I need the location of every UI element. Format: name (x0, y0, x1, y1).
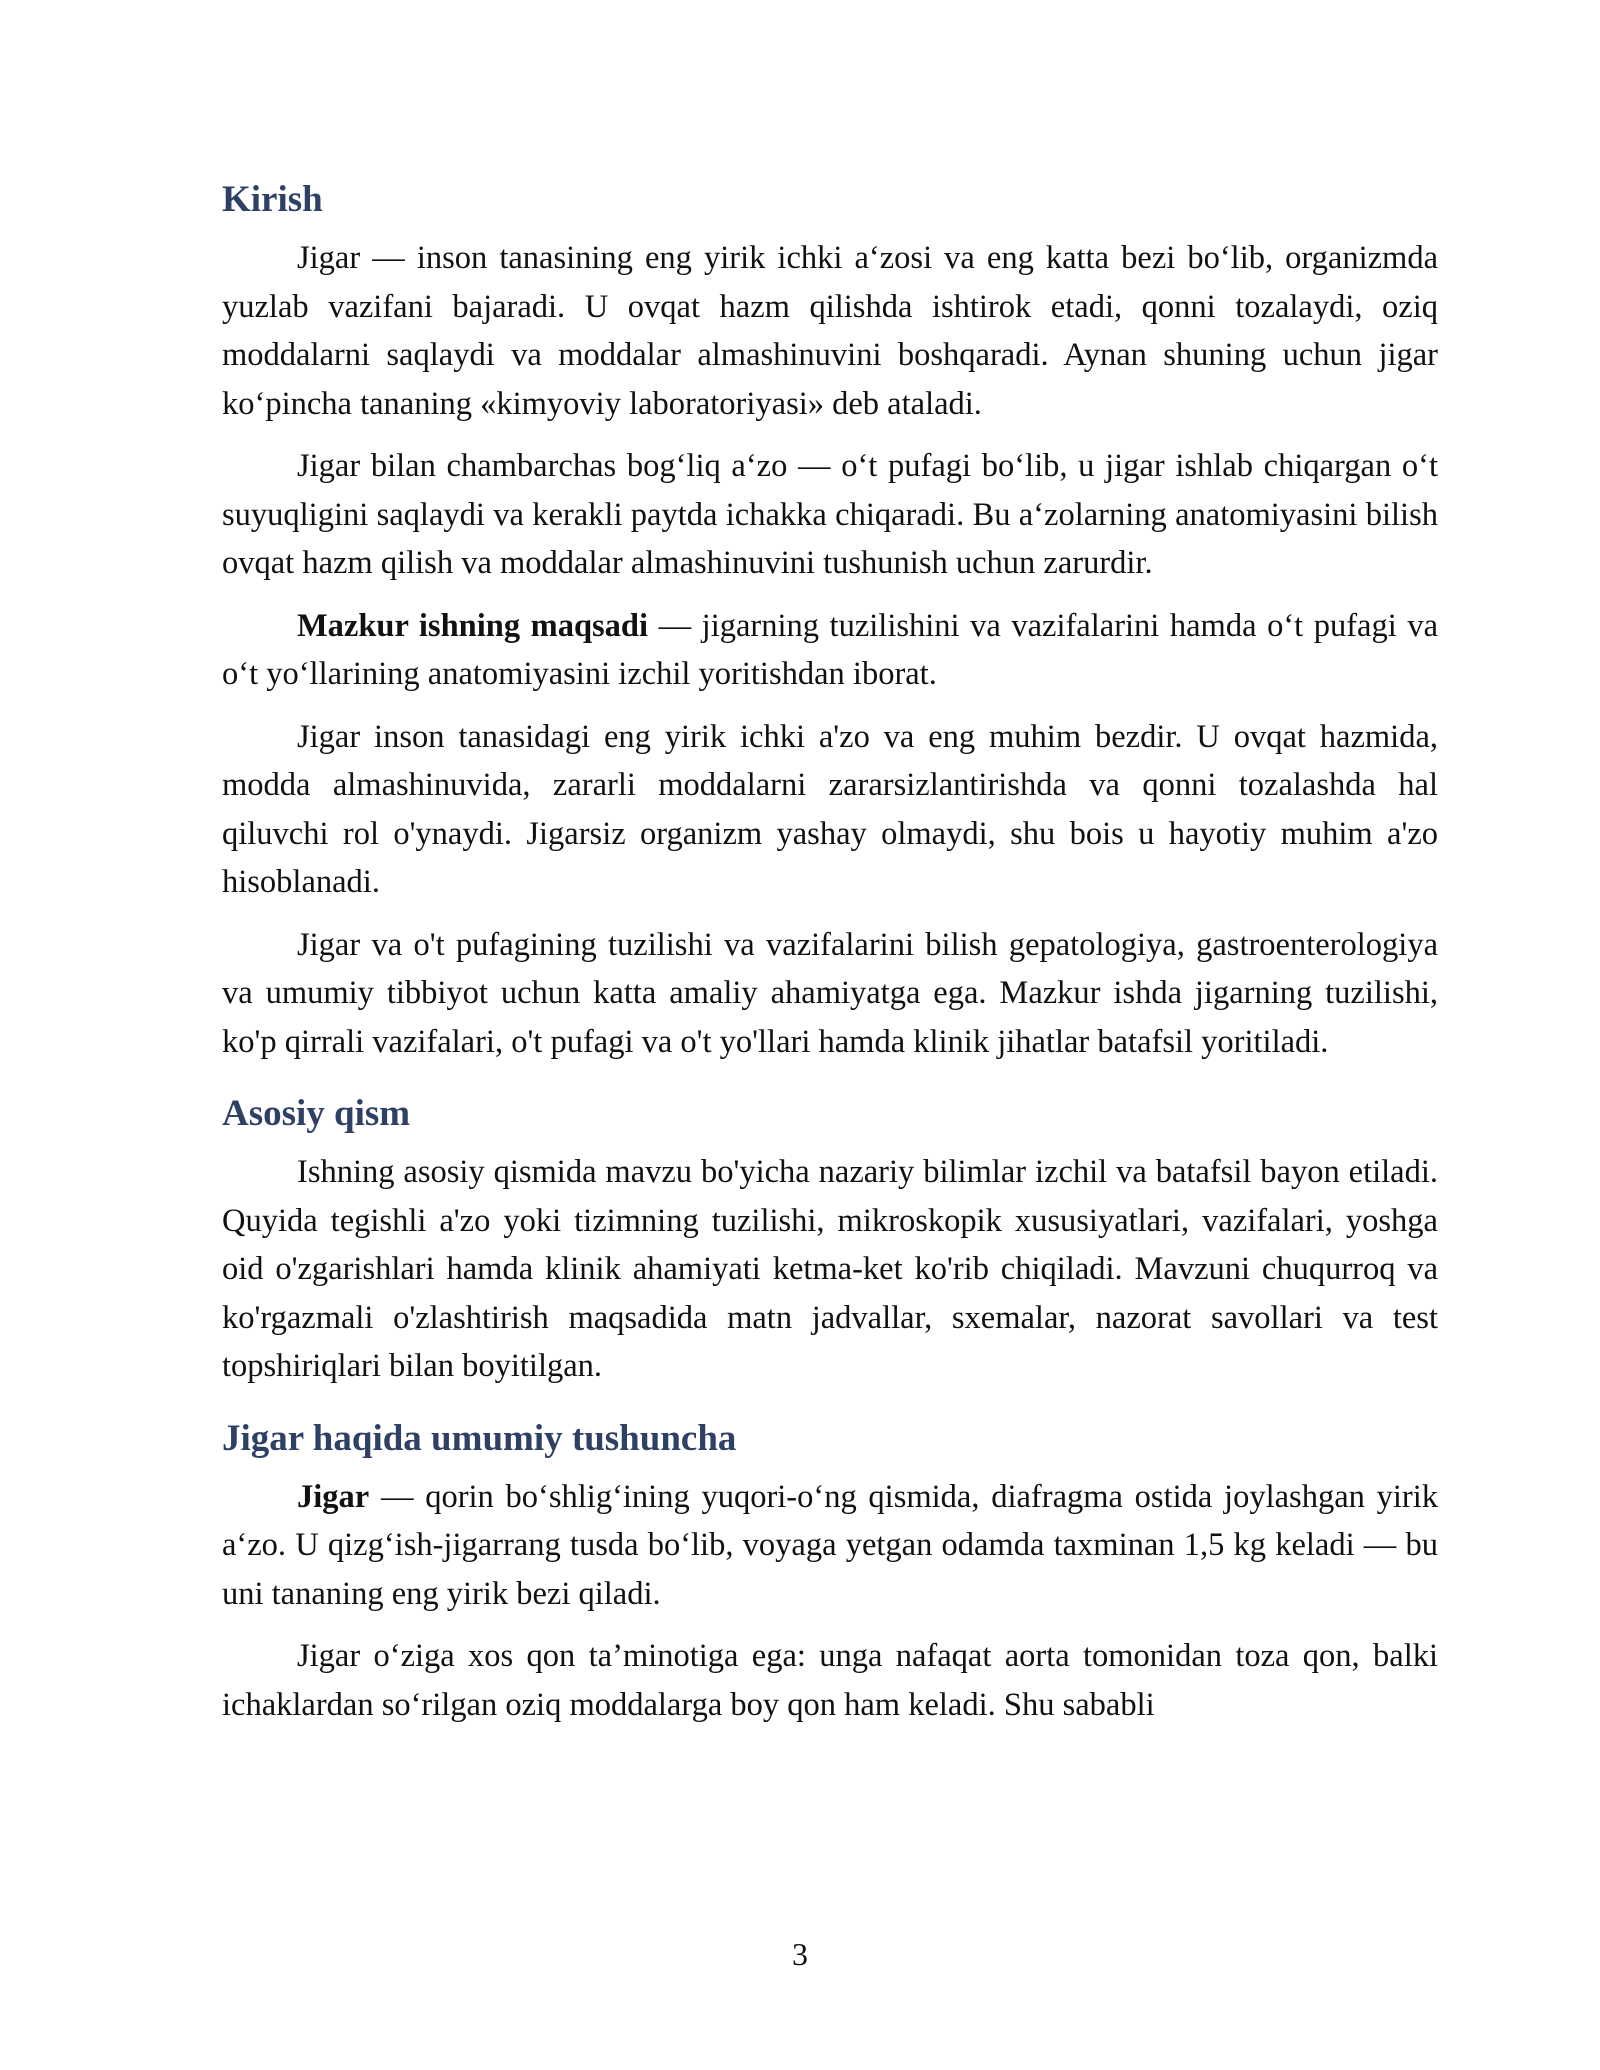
paragraph: Jigar o‘ziga xos qon ta’minotiga ega: unga nafaqat aorta tomonidan toza qon, balki ichaklardan so‘rilgan oziq moddalarga boy qon ham keladi. Shu sababli (222, 1638, 1438, 1723)
paragraph: Jigar bilan chambarchas bog‘liq a‘zo — o‘t pufagi bo‘lib, u jigar ishlab chiqargan o‘t suyuqligini saqlaydi va kerakli paytda ichakka chiqaradi. Bu a‘zolarning anatomiyasini bilish ovqat hazm qilish va moddalar almashinuvini tushunish uchun zarurdir. (222, 448, 1438, 582)
bold-term: Mazkur ishning maqsadi (297, 607, 649, 644)
paragraph: Ishning asosiy qismida mavzu bo'yicha nazariy bilimlar izchil va batafsil bayon etiladi. Quyida tegishli a'zo yoki tizimning tuzilishi, mikroskopik xususiyatlari, vazifalari, yoshga oid o'zgarishlari hamda klinik ahamiyati ketma-ket ko'rib chiqiladi. Mavzuni chuqurroq va ko'rgazmali o'zlashtirish maqsadida matn jadvallar, sxemalar, nazorat savollari va test topshiriqlari bilan boyitilgan. (222, 1154, 1438, 1385)
heading-kirish: Kirish (222, 179, 323, 220)
paragraph-jigar-definition (222, 1473, 1438, 1619)
paragraph: Jigar inson tanasidagi eng yirik ichki a'zo va eng muhim bezdir. U ovqat hazmida, modda almashinuvida, zararli moddalarni zararsizlantirishda va qonni tozalashda hal qiluvchi rol o'ynaydi. Jigarsiz organizm yashay olmaydi, shu bois u hayotiy muhim a'zo hisoblanadi. (222, 718, 1438, 901)
paragraph-text: — jigarning tuzilishini va vazifalarini hamda o‘t pufagi va o‘t yo‘llarining anatomiyasini izchil yoritishdan iborat. (222, 607, 1438, 693)
page-number: 3 (792, 1936, 808, 1972)
bold-term: Jigar (297, 1478, 370, 1515)
page-content (222, 176, 1438, 1743)
heading-jigar-umumiy: Jigar haqida umumiy tushuncha (222, 1417, 737, 1459)
heading-asosiy-qism: Asosiy qism (222, 1093, 411, 1135)
paragraph: Jigar va o't pufagining tuzilishi va vazifalarini bilish gepatologiya, gastroenterologiya va umumiy tibbiyot uchun katta amaliy ahamiyatga ega. Mazkur ishda jigarning tuzilishi, ko'p qirrali vazifalari, o't pufagi va o't yo'llari hamda klinik jihatlar batafsil yoritiladi. (222, 926, 1438, 1060)
paragraph-text: — qorin bo‘shlig‘ining yuqori-o‘ng qismida, diafragma ostida joylashgan yirik a‘zo. U qizg‘ish-jigarrang tusda bo‘lib, voyaga yetgan odamda taxminan 1,5 kg keladi — bu uni tananing eng yirik bezi qiladi. (222, 1478, 1438, 1612)
paragraph-goal (222, 602, 1438, 699)
paragraph: Jigar — inson tanasining eng yirik ichki a‘zosi va eng katta bezi bo‘lib, organizmda yuzlab vazifani bajaradi. U ovqat hazm qilishda ishtirok etadi, qonni tozalaydi, oziq moddalarni saqlaydi va moddalar almashinuvini boshqaradi. Aynan shuning uchun jigar ko‘pincha tananing «kimyoviy laboratoriyasi» deb ataladi. (222, 240, 1438, 422)
